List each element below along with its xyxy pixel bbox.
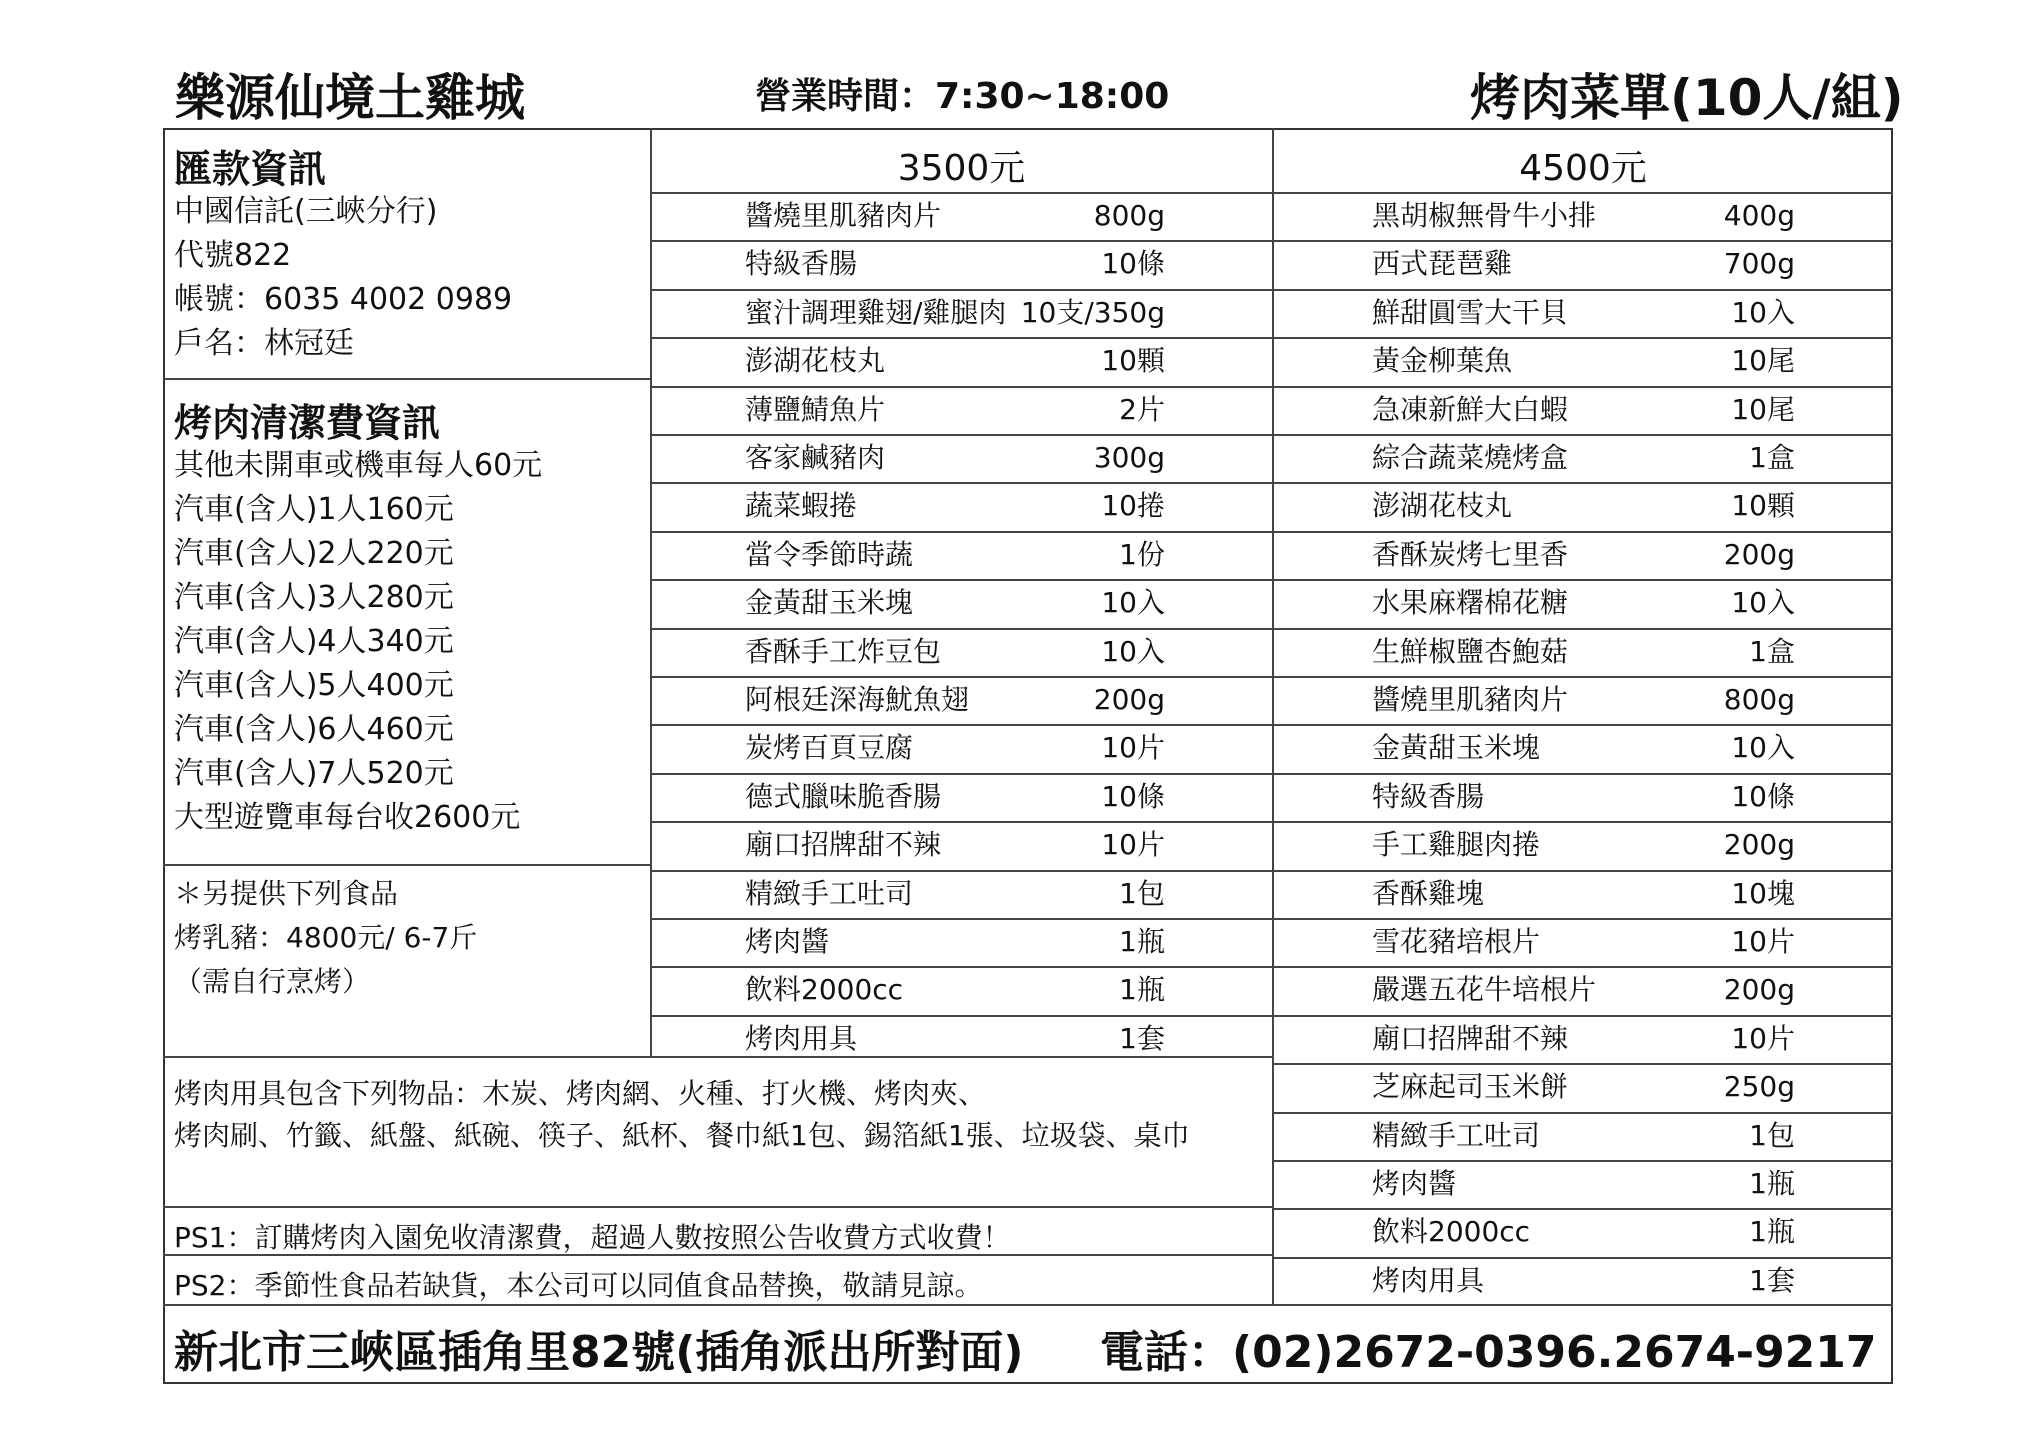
menu-item-name: 醬燒里肌豬肉片 <box>745 199 942 232</box>
menu-item-qty: 10尾 <box>1731 344 1795 378</box>
menu-item-row <box>1372 579 1795 627</box>
menu-item-name: 綜合蔬菜燒烤盒 <box>1372 441 1569 474</box>
menu-item-row <box>745 240 1165 288</box>
remit-bank: 中國信託(三峽分行) <box>174 194 438 229</box>
menu-item-qty: 10入 <box>1731 295 1795 329</box>
menu-item-row <box>1372 918 1795 966</box>
menu-item-name: 蔬菜蝦捲 <box>745 489 858 523</box>
cleaning-fee-line: 汽車(含人)3人280元 <box>174 580 454 615</box>
menu-item-qty: 800g <box>1093 199 1165 232</box>
menu-item-qty: 10顆 <box>1731 489 1795 523</box>
menu-item-name: 當令季節時蔬 <box>745 537 914 571</box>
menu-item-name: 烤肉用具 <box>745 1021 858 1055</box>
menu-item-name: 金黃甜玉米塊 <box>1372 731 1541 765</box>
cleaning-fees <box>174 444 542 840</box>
menu-item-row <box>1372 628 1795 676</box>
menu-item-qty: 10支/350g <box>1020 295 1165 329</box>
cleaning-fee-line: 汽車(含人)6人460元 <box>174 712 454 747</box>
menu-item-row <box>745 773 1165 821</box>
menu-item-row <box>745 966 1165 1014</box>
plan-a-price: 3500元 <box>897 148 1026 189</box>
menu-item-name: 黃金柳葉魚 <box>1372 344 1513 378</box>
menu-item-qty: 1包 <box>1119 876 1165 910</box>
cleaning-fee-line: 汽車(含人)1人160元 <box>174 492 454 527</box>
divider-tools <box>163 1206 1273 1208</box>
menu-item-name: 急凍新鮮大白蝦 <box>1372 392 1569 426</box>
menu-item-qty: 10塊 <box>1731 876 1795 910</box>
menu-item-qty: 1瓶 <box>1749 1215 1795 1249</box>
menu-item-name: 客家鹹豬肉 <box>745 441 886 474</box>
cleaning-fee-line: 大型遊覽車每台收2600元 <box>174 800 521 835</box>
cleaning-title: 烤肉清潔費資訊 <box>174 401 441 445</box>
menu-item-name: 醬燒里肌豬肉片 <box>1372 683 1569 716</box>
menu-item-name: 澎湖花枝丸 <box>1372 489 1513 523</box>
menu-item-qty: 1瓶 <box>1119 925 1165 958</box>
menu-item-row <box>1372 482 1795 530</box>
menu-item-row <box>745 337 1165 385</box>
menu-item-qty: 250g <box>1723 1070 1795 1104</box>
menu-item-name: 特級香腸 <box>745 247 858 281</box>
menu-item-row <box>1372 1208 1795 1256</box>
extra-food <box>174 872 477 1004</box>
menu-item-qty: 10片 <box>1101 731 1165 765</box>
menu-item-qty: 10片 <box>1101 828 1165 862</box>
menu-item-qty: 400g <box>1723 199 1795 232</box>
menu-item-name: 手工雞腿肉捲 <box>1372 828 1541 862</box>
menu-item-qty: 200g <box>1723 973 1795 1007</box>
menu-item-row <box>1372 240 1795 288</box>
extra-title: ＊另提供下列食品 <box>174 877 399 910</box>
menu-item-name: 阿根廷深海魷魚翅 <box>745 683 970 716</box>
menu-item-row <box>745 821 1165 869</box>
menu-item-qty: 800g <box>1723 683 1795 716</box>
menu-item-name: 薄鹽鯖魚片 <box>745 392 886 426</box>
menu-item-qty: 10條 <box>1101 247 1165 281</box>
menu-item-name: 飲料2000cc <box>745 973 904 1007</box>
menu-item-qty: 200g <box>1093 683 1165 716</box>
divider-remit <box>163 378 651 380</box>
menu-item-row <box>745 434 1165 482</box>
menu-item-qty: 1瓶 <box>1119 973 1165 1007</box>
menu-item-name: 德式臘味脆香腸 <box>745 779 942 813</box>
divider-cleaning <box>163 864 651 866</box>
remit-account: 帳號：6035 4002 0989 <box>174 282 513 317</box>
menu-item-row <box>745 192 1165 240</box>
phone: 電話：(02)2672-0396.2674-9217 <box>1100 1327 1877 1378</box>
menu-item-name: 西式琵琶雞 <box>1372 247 1513 281</box>
menu-item-qty: 10顆 <box>1101 344 1165 378</box>
cleaning-fee-line: 其他未開車或機車每人60元 <box>174 448 543 483</box>
menu-item-qty: 1盒 <box>1749 441 1795 474</box>
divider-left-col <box>650 128 652 1056</box>
menu-item-name: 廟口招牌甜不辣 <box>1372 1021 1569 1055</box>
menu-item-name: 廟口招牌甜不辣 <box>745 828 942 862</box>
menu-item-name: 生鮮椒鹽杏鮑菇 <box>1372 634 1569 668</box>
extra-note: （需自行烹烤） <box>174 965 371 998</box>
menu-item-name: 黑胡椒無骨牛小排 <box>1372 199 1597 232</box>
remit-info <box>174 190 512 366</box>
menu-item-name: 金黃甜玉米塊 <box>745 586 914 620</box>
menu-item-row <box>1372 531 1795 579</box>
menu-item-qty: 700g <box>1723 247 1795 281</box>
menu-item-row <box>1372 821 1795 869</box>
menu-item-row <box>745 531 1165 579</box>
menu-item-name: 特級香腸 <box>1372 779 1485 813</box>
menu-item-row <box>1372 1257 1795 1305</box>
menu-item-row <box>745 724 1165 772</box>
menu-item-name: 水果麻糬棉花糖 <box>1372 586 1569 620</box>
menu-item-row <box>1372 1160 1795 1208</box>
menu-item-qty: 10條 <box>1101 779 1165 813</box>
menu-item-qty: 10入 <box>1101 586 1165 620</box>
menu-item-qty: 300g <box>1093 441 1165 474</box>
menu-item-qty: 200g <box>1723 828 1795 862</box>
menu-item-qty: 1份 <box>1119 537 1165 571</box>
remit-holder: 戶名：林冠廷 <box>174 326 354 361</box>
menu-item-qty: 1瓶 <box>1749 1167 1795 1200</box>
menu-item-row <box>1372 289 1795 337</box>
menu-item-row <box>745 918 1165 966</box>
menu-item-name: 香酥手工炸豆包 <box>745 634 942 668</box>
ps1-note: PS1：訂購烤肉入園免收清潔費，超過人數按照公告收費方式收費！ <box>174 1221 1011 1254</box>
menu-item-name: 烤肉醬 <box>1372 1167 1457 1200</box>
menu-item-row <box>1372 1015 1795 1063</box>
menu-item-qty: 200g <box>1723 537 1795 571</box>
remit-title: 匯款資訊 <box>174 147 327 191</box>
tools-note-line1: 烤肉用具包含下列物品：木炭、烤肉網、火種、打火機、烤肉夾、 <box>174 1077 987 1110</box>
menu-item-name: 香酥雞塊 <box>1372 876 1485 910</box>
menu-item-qty: 2片 <box>1119 392 1165 426</box>
menu-item-name: 嚴選五花牛培根片 <box>1372 973 1597 1007</box>
menu-item-name: 香酥炭烤七里香 <box>1372 537 1569 571</box>
menu-item-qty: 1包 <box>1749 1118 1795 1152</box>
menu-item-row <box>745 482 1165 530</box>
menu-item-qty: 1套 <box>1749 1263 1795 1297</box>
menu-item-qty: 10入 <box>1101 634 1165 668</box>
menu-item-row <box>1372 724 1795 772</box>
menu-item-name: 精緻手工吐司 <box>1372 1118 1541 1152</box>
menu-item-name: 飲料2000cc <box>1372 1215 1531 1249</box>
extra-roast-pig: 烤乳豬：4800元/ 6-7斤 <box>174 921 478 954</box>
ps2-note: PS2：季節性食品若缺貨，本公司可以同值食品替換，敬請見諒。 <box>174 1269 983 1302</box>
menu-item-row <box>1372 1063 1795 1111</box>
menu-item-row <box>1372 773 1795 821</box>
menu-item-name: 鮮甜圓雪大干貝 <box>1372 295 1569 329</box>
menu-item-row <box>1372 966 1795 1014</box>
menu-item-name: 雪花豬培根片 <box>1372 925 1541 958</box>
menu-title: 烤肉菜單(10人/組) <box>1470 69 1904 127</box>
menu-item-row <box>745 579 1165 627</box>
cleaning-fee-line: 汽車(含人)5人400元 <box>174 668 454 703</box>
remit-code: 代號822 <box>174 238 292 273</box>
menu-item-row <box>745 386 1165 434</box>
tools-note-line2: 烤肉刷、竹籤、紙盤、紙碗、筷子、紙杯、餐巾紙1包、錫箔紙1張、垃圾袋、桌巾 <box>174 1119 1190 1152</box>
menu-item-name: 澎湖花枝丸 <box>745 344 886 378</box>
menu-item-row <box>745 628 1165 676</box>
divider-mid-col <box>1272 128 1274 1304</box>
menu-item-qty: 1盒 <box>1749 634 1795 668</box>
menu-item-row <box>1372 192 1795 240</box>
cleaning-fee-line: 汽車(含人)7人520元 <box>174 756 454 791</box>
menu-item-row <box>745 676 1165 724</box>
menu-item-qty: 10尾 <box>1731 392 1795 426</box>
menu-item-qty: 10條 <box>1731 779 1795 813</box>
menu-item-qty: 1套 <box>1119 1021 1165 1055</box>
business-hours: 營業時間：7:30~18:00 <box>755 76 1170 117</box>
menu-item-row <box>1372 434 1795 482</box>
menu-item-row <box>1372 1112 1795 1160</box>
menu-item-qty: 10片 <box>1731 925 1795 958</box>
shop-name: 樂源仙境土雞城 <box>175 69 525 127</box>
menu-item-name: 烤肉醬 <box>745 925 830 958</box>
address: 新北市三峽區插角里82號(插角派出所對面) <box>174 1327 1024 1378</box>
menu-item-row <box>1372 870 1795 918</box>
menu-item-qty: 10入 <box>1731 586 1795 620</box>
menu-item-name: 烤肉用具 <box>1372 1263 1485 1297</box>
cleaning-fee-line: 汽車(含人)4人340元 <box>174 624 454 659</box>
menu-item-row <box>1372 337 1795 385</box>
menu-item-name: 精緻手工吐司 <box>745 876 914 910</box>
menu-item-qty: 10片 <box>1731 1021 1795 1055</box>
menu-item-name: 蜜汁調理雞翅/雞腿肉 <box>745 295 1007 329</box>
menu-item-row <box>1372 386 1795 434</box>
menu-item-qty: 10入 <box>1731 731 1795 765</box>
menu-item-name: 炭烤百頁豆腐 <box>745 731 914 765</box>
menu-item-row <box>745 289 1165 337</box>
plan-b-price: 4500元 <box>1519 148 1647 189</box>
menu-item-qty: 10捲 <box>1101 489 1165 523</box>
menu-item-row <box>1372 676 1795 724</box>
menu-item-name: 芝麻起司玉米餅 <box>1372 1070 1569 1104</box>
menu-item-row <box>745 870 1165 918</box>
menu-item-row <box>745 1015 1165 1063</box>
cleaning-fee-line: 汽車(含人)2人220元 <box>174 536 454 571</box>
